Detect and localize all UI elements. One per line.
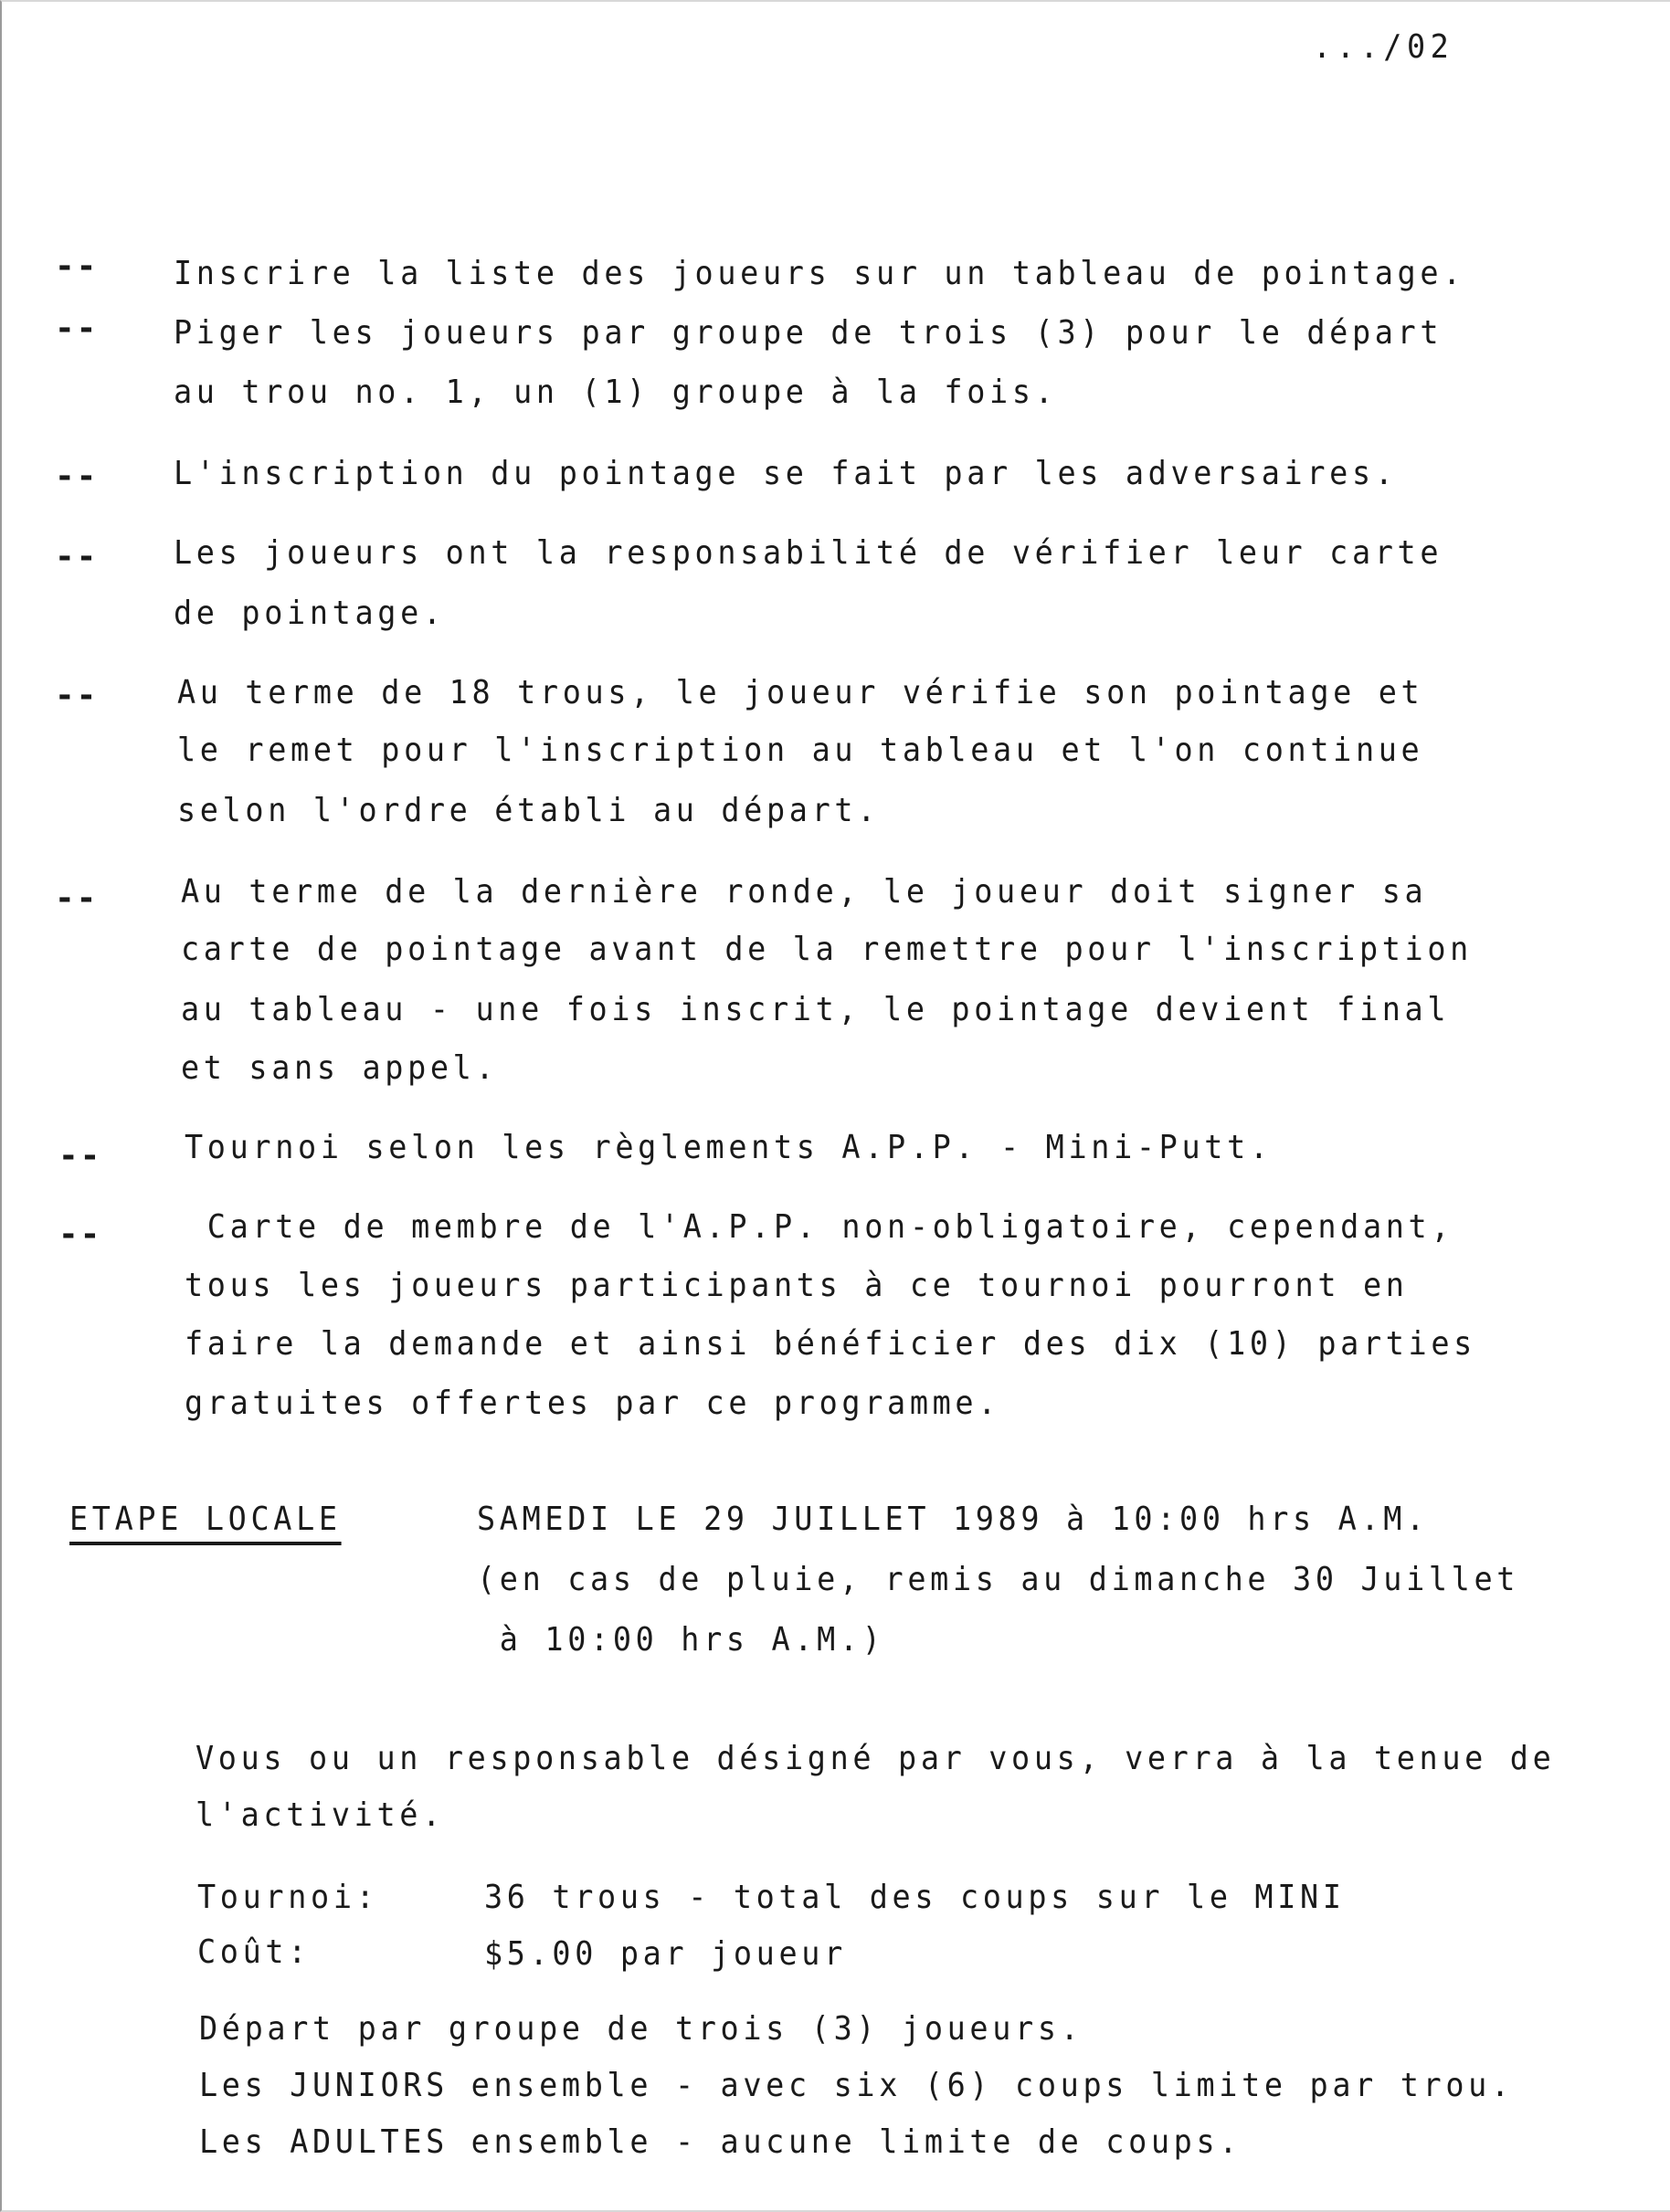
bullet-marker: -- xyxy=(58,1137,102,1174)
bullet-4-line-1: Les joueurs ont la responsabilité de vérifier leur carte xyxy=(174,534,1443,572)
bullet-2-line-1: Piger les joueurs par groupe de trois (3) pour le départ xyxy=(174,314,1443,352)
bullet-marker: -- xyxy=(55,310,99,347)
detail-value-tournoi: 36 trous - total des coups sur le MINI xyxy=(484,1879,1346,1916)
detail-label-cout: Coût: xyxy=(197,1933,312,1971)
bullet-8-line-2: tous les joueurs participants à ce tournoi pourront en xyxy=(185,1267,1409,1304)
bullet-marker: -- xyxy=(55,538,99,575)
page-number: .../02 xyxy=(1313,28,1454,66)
etape-heading: ETAPE LOCALE xyxy=(69,1501,342,1545)
responsable-line-2: l'activité. xyxy=(196,1796,445,1834)
responsable-line-1: Vous ou un responsable désigné par vous, verra à la tenue de xyxy=(196,1740,1556,1777)
bullet-4-line-2: de pointage. xyxy=(174,595,446,632)
bullet-5-line-1: Au terme de 18 trous, le joueur vérifie son pointage et xyxy=(177,674,1424,711)
etape-rain-line-1: (en cas de pluie, remis au dimanche 30 Juillet xyxy=(477,1561,1520,1598)
bullet-5-line-3: selon l'ordre établi au départ. xyxy=(177,792,881,829)
detail-value-cout: $5.00 par joueur xyxy=(484,1935,847,1973)
bullet-marker: -- xyxy=(55,880,99,917)
bullet-8-line-4: gratuites offertes par ce programme. xyxy=(185,1385,1001,1422)
rule-adultes: Les ADULTES ensemble - aucune limite de coups. xyxy=(199,2123,1242,2161)
rule-juniors: Les JUNIORS ensemble - avec six (6) coups limite par trou. xyxy=(199,2067,1514,2104)
bullet-7-line-1: Tournoi selon les règlements A.P.P. - Mini-Putt. xyxy=(185,1129,1273,1166)
bullet-1-line-1: Inscrire la liste des joueurs sur un tableau de pointage. xyxy=(174,255,1465,292)
rule-depart: Départ par groupe de trois (3) joueurs. xyxy=(199,2010,1083,2048)
bullet-marker: -- xyxy=(55,677,99,714)
bullet-6-line-4: et sans appel. xyxy=(181,1049,499,1087)
etape-rain-line-2: à 10:00 hrs A.M.) xyxy=(477,1621,885,1659)
bullet-marker: -- xyxy=(55,248,99,285)
bullet-2-line-2: au trou no. 1, un (1) groupe à la fois. xyxy=(174,374,1058,411)
bullet-5-line-2: le remet pour l'inscription au tableau et l'on continue xyxy=(177,732,1424,769)
bullet-3-line-1: L'inscription du pointage se fait par les adversaires. xyxy=(174,455,1398,492)
bullet-marker: -- xyxy=(55,458,99,495)
bullet-6-line-3: au tableau - une fois inscrit, le pointage devient final xyxy=(181,991,1451,1028)
bullet-8-line-3: faire la demande et ainsi bénéficier des dix (10) parties xyxy=(185,1325,1476,1363)
bullet-8-line-1: Carte de membre de l'A.P.P. non-obligatoire, cependant, xyxy=(185,1208,1454,1246)
etape-date: SAMEDI LE 29 JUILLET 1989 à 10:00 hrs A.M. xyxy=(477,1501,1429,1538)
bullet-6-line-2: carte de pointage avant de la remettre pour l'inscription xyxy=(181,931,1473,968)
bullet-marker: -- xyxy=(58,1216,102,1253)
bullet-6-line-1: Au terme de la dernière ronde, le joueur doit signer sa xyxy=(181,873,1428,911)
detail-label-tournoi: Tournoi: xyxy=(197,1879,379,1916)
